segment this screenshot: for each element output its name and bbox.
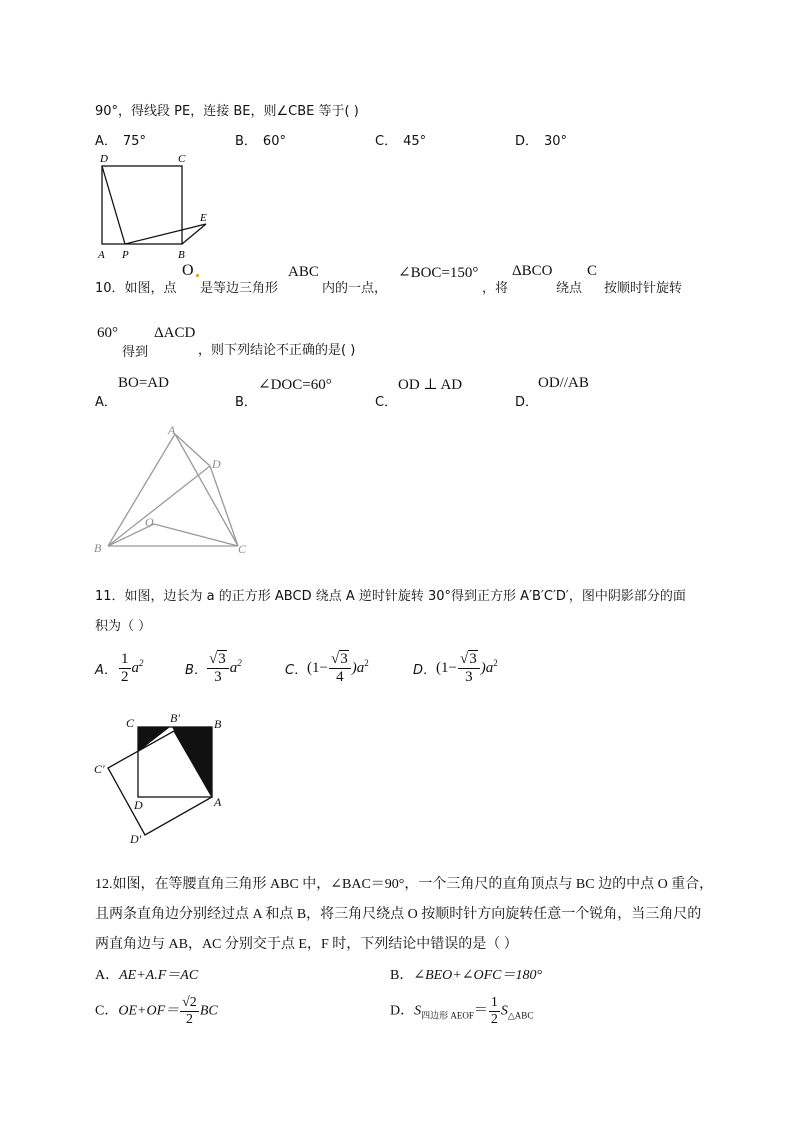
q10-degree: 60° [97,325,118,341]
q11-option-d: (1− $\frac{√3}{3}$ )$a^2$ [436,651,498,685]
q11-line-2: 积为（ ） [95,619,152,634]
q11-label-b: B [214,717,222,731]
q10-text-5: 按顺时针旋转 [604,281,683,296]
q10-text-3: ，将 [482,281,509,296]
q9-label-p: P [122,249,129,261]
q12-line-3: 两直角边与 AB，AC 分别交于点 E，F 时，下列结论中错误的是（ ） [95,937,518,952]
q11-square-figure [90,705,240,845]
q9-option-c: C． 45° [375,134,427,149]
q11-label-b-prime: B′ [170,711,180,725]
q9-label-d: D [100,153,108,165]
q10-option-a-letter: A． [95,395,117,410]
q10-text-2: 内的一点， [322,281,388,296]
q10-triangle-figure [90,420,260,560]
q11-option-c-letter: C． [285,663,308,678]
q10-point-c: C [587,263,598,279]
q10-label-b: B [94,541,102,555]
q10-text-6: 得到 [122,345,149,360]
q11-option-b-letter: B． [185,663,207,678]
q11-option-a: $\frac{1}{2}$ $a^2$ [121,651,144,685]
q11-option-b: $\frac{√3}{3}$ $a^2$ [209,651,242,685]
q10-text-7: ，则下列结论不正确的是( ) [198,343,356,358]
q12-option-b: B．∠BEO+∠OFC＝180° [390,968,543,983]
q10-option-c: OD ⊥ AD [398,377,463,393]
q10-point-o: O [182,262,194,279]
q9-square-figure [90,150,230,265]
q9-label-c: C [178,153,186,165]
q10-option-d: OD//AB [538,375,589,391]
q11-label-a: A [214,795,222,809]
q10-option-a: BO=AD [118,375,169,391]
q12-line-1: 12.如图，在等腰直角三角形 ABC 中，∠BAC＝90°，一个三角尺的直角顶点与 BC 边的中点 O 重合， [95,877,714,892]
q11-label-d-prime: D′ [130,832,142,845]
q10-triangle-acd: ΔACD [154,325,196,341]
q10-text-4: 绕点 [556,281,583,296]
q10-number: 10．如图，点 [95,281,177,296]
q9-option-a: A． 75° [95,134,146,149]
q10-angle-boc: ∠BOC=150° [398,265,479,281]
q11-option-a-letter: A． [95,663,117,678]
q10-option-b-letter: B． [235,395,257,410]
q12-option-d: D．$S_{四边形 AEOF}=$ $\frac{1}{2}$ $S_{\triangle ABC}$ [390,995,534,1027]
q10-label-d: D [212,457,221,471]
q10-label-c: C [238,542,247,556]
q10-text-1: 是等边三角形 [200,281,279,296]
q11-line-1: 11．如图，边长为 a 的正方形 ABCD 绕点 A 逆时针旋转 30°得到正方形 A′B′C′D′，图中阴影部分的面 [95,589,686,604]
q12-option-a: A．AE+A.F＝AC [95,968,199,983]
q10-label-o: O [145,515,154,529]
q9-stem: 90°，得线段 PE，连接 BE，则∠CBE 等于( ) [95,104,359,119]
q12-option-c: C．OE+OF＝ $\frac{√2}{2}$ BC [95,995,218,1027]
q11-option-c: (1− $\frac{√3}{4}$ )$a^2$ [307,651,369,685]
q10-label-a: A [168,423,176,437]
q10-dot [196,274,199,277]
q9-label-e: E [200,212,207,224]
q12-line-2: 且两条直角边分别经过点 A 和点 B，将三角尺绕点 O 按顺时针方向旋转任意一个锐角，当三角尺的 [95,907,702,922]
q9-option-d: D． 30° [515,134,568,149]
q11-label-d: D [134,798,143,812]
q9-label-b: B [178,249,185,261]
q11-option-d-letter: D． [413,663,437,678]
q10-option-c-letter: C． [375,395,398,410]
q10-triangle-bco: ΔBCO [512,263,553,279]
q10-option-d-letter: D． [515,395,539,410]
q10-option-b: ∠DOC=60° [258,377,332,393]
q11-label-c-prime: C′ [94,762,105,776]
q10-abc: ABC [288,264,319,280]
q9-label-a: A [98,249,105,261]
q9-option-b: B． 60° [235,134,286,149]
q11-label-c: C [126,716,135,730]
